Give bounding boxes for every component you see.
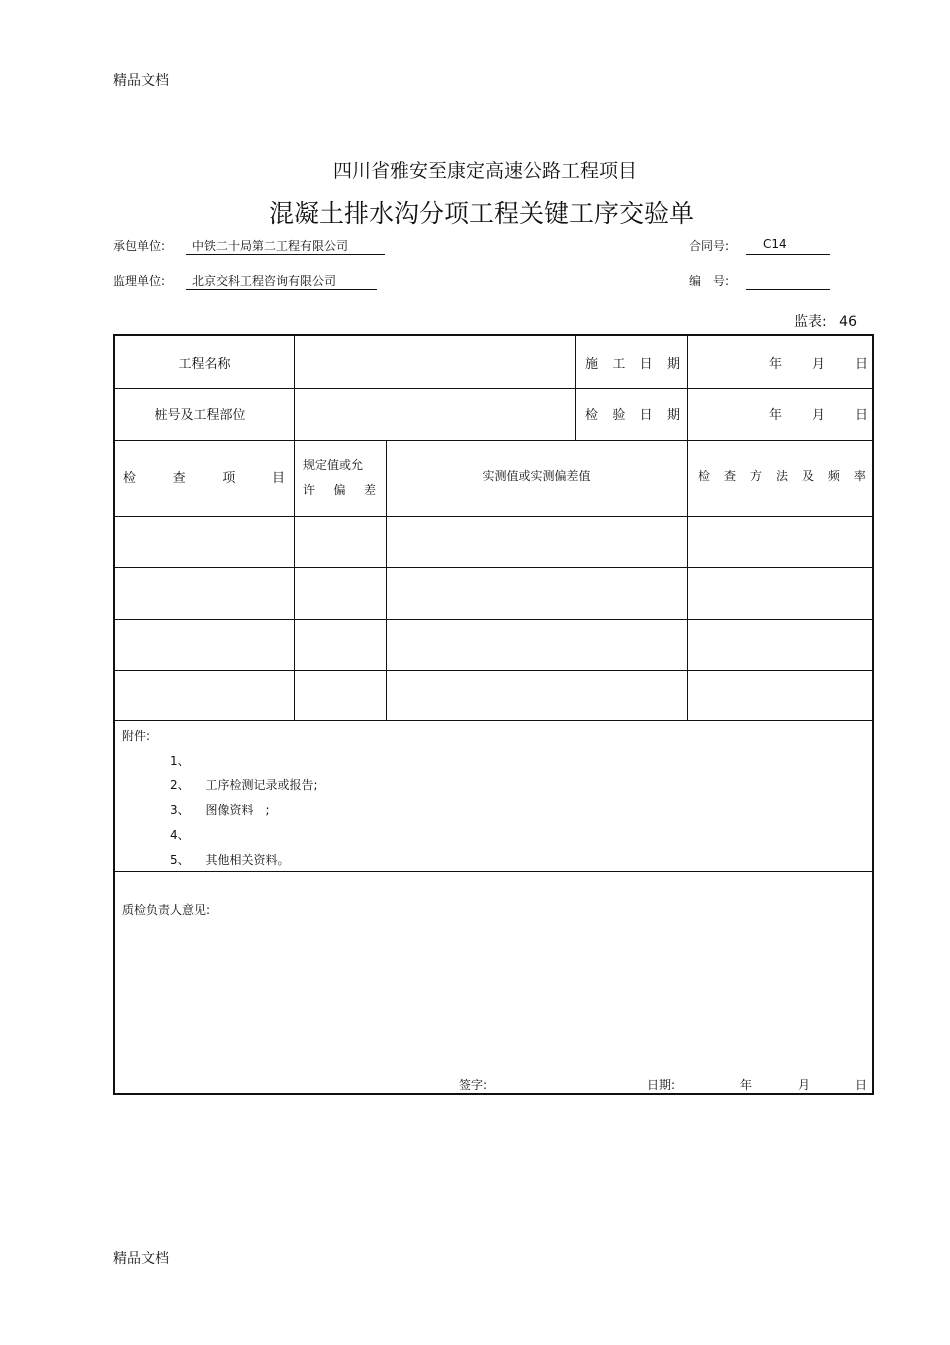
construction-date-year[interactable]: 年 — [769, 357, 783, 372]
inspection-date-month[interactable]: 月 — [812, 408, 826, 423]
form-number — [794, 311, 857, 331]
project-name-label: 工程名称 — [178, 357, 231, 372]
attachment-item-5: 5、 其他相关资料。 — [170, 853, 290, 867]
project-subtitle: 四川省雅安至康定高速公路工程项目 — [332, 160, 637, 182]
opinion-date-day[interactable]: 日 — [855, 1078, 868, 1092]
serial-underline — [746, 289, 830, 290]
col-divider — [575, 336, 576, 440]
row-divider — [115, 388, 872, 389]
watermark-bottom: 精品文档 — [113, 1251, 169, 1267]
signature-label: 签字: — [459, 1078, 488, 1092]
contract-no-value[interactable]: C14 — [763, 237, 787, 251]
opinion-date-label: 日期: — [647, 1078, 676, 1092]
watermark-top: 精品文档 — [113, 73, 169, 89]
inspection-date-year[interactable]: 年 — [769, 408, 783, 423]
attachments-label: 附件: — [122, 729, 151, 743]
row-divider — [115, 567, 872, 568]
attachment-item-2: 2、 工序检测记录或报告; — [170, 778, 318, 792]
opinion-date-year[interactable]: 年 — [740, 1078, 753, 1092]
station-label: 桩号及工程部位 — [154, 408, 246, 423]
col-header-method: 检 查 方 法 及 频 率 — [698, 469, 866, 483]
row-divider — [115, 720, 872, 721]
supervisor-label: 监理单位: — [113, 274, 166, 288]
construction-date-label: 施 工 日 期 — [585, 357, 680, 372]
row-divider — [115, 516, 872, 517]
row-divider — [115, 871, 872, 872]
col-header-tolerance-line1: 规定值或允 — [303, 458, 364, 472]
attachment-item-4: 4、 — [170, 828, 190, 842]
row-divider — [115, 670, 872, 671]
col-header-measured: 实测值或实测偏差值 — [482, 469, 591, 483]
form-title: 混凝土排水沟分项工程关键工序交验单 — [268, 199, 694, 228]
supervisor-underline — [186, 289, 377, 290]
col-divider — [294, 336, 295, 720]
col-divider — [687, 336, 688, 720]
attachment-item-3: 3、 图像资料 ; — [170, 803, 270, 817]
attachment-item-1: 1、 — [170, 754, 190, 768]
contractor-label: 承包单位: — [113, 239, 166, 253]
supervisor-value[interactable]: 北京交科工程咨询有限公司 — [192, 274, 337, 288]
contractor-underline — [186, 254, 385, 255]
row-divider — [115, 619, 872, 620]
inspection-date-label: 检 验 日 期 — [585, 408, 680, 423]
contractor-value[interactable]: 中铁二十局第二工程有限公司 — [192, 239, 349, 253]
col-header-tolerance-line2: 许 偏 差 — [303, 483, 376, 497]
opinion-date-month[interactable]: 月 — [798, 1078, 811, 1092]
form-number-value: 46 — [839, 314, 857, 330]
inspection-form-table — [113, 334, 874, 1095]
contract-no-underline — [746, 254, 830, 255]
opinion-label: 质检负责人意见: — [122, 903, 211, 917]
inspection-date-day[interactable]: 日 — [855, 408, 869, 423]
contract-no-label: 合同号: — [689, 239, 730, 253]
construction-date-day[interactable]: 日 — [855, 357, 869, 372]
row-divider — [115, 440, 872, 441]
form-number-label: 监表: — [794, 314, 827, 330]
construction-date-month[interactable]: 月 — [812, 357, 826, 372]
col-header-item: 检 查 项 目 — [123, 471, 285, 486]
serial-label: 编 号: — [689, 274, 730, 288]
